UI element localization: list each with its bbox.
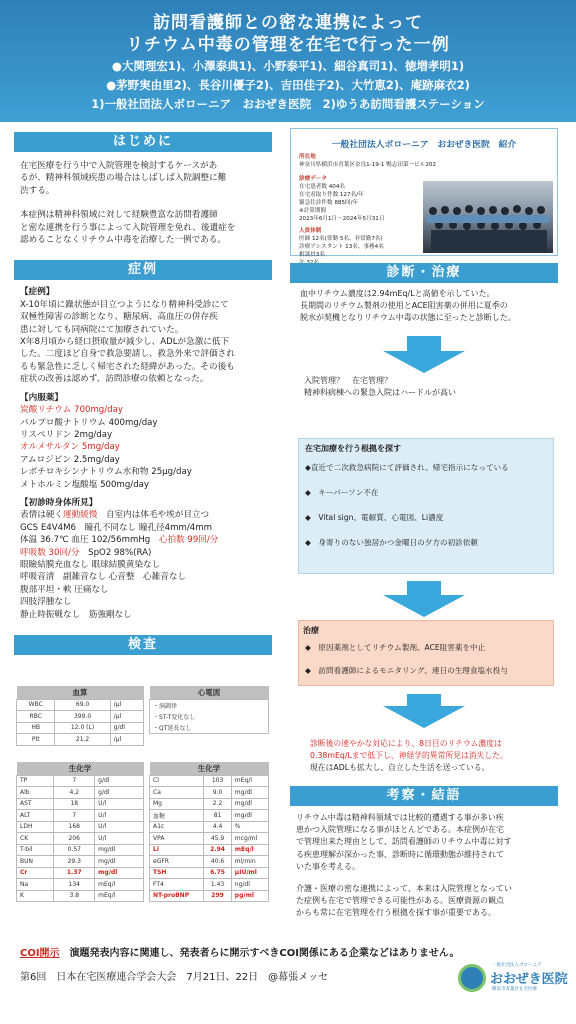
clinic-title: 一般社団法人ボローニア おおぜき医院 紹介: [331, 140, 517, 150]
cell: g/dl: [110, 722, 143, 734]
cell: g/dl: [95, 787, 144, 799]
case-line: 患に対しても同病院にて加療されていた。: [20, 324, 184, 335]
exam-subheading: 【初診時身体所見】: [20, 497, 98, 508]
cell: 206: [54, 833, 95, 845]
rationale-item: ◆ 身寄りのない独居かつ金曜日の夕方の初診依頼: [305, 538, 478, 547]
blood-table: [16, 686, 144, 746]
rationale-item: ◆直近で二次救急病院にて評価され、帰宅指示になっている: [305, 463, 509, 472]
poster-header: [0, 0, 576, 122]
question-box: [304, 375, 554, 399]
cell: 40.6: [204, 856, 231, 868]
staff-group-photo: [423, 181, 553, 253]
flow-arrow-stem: [407, 694, 441, 706]
coi-label: COI開示: [20, 948, 60, 959]
disc-line: る疾患理解が深かった事、診断時に循環動態が維持されて: [296, 849, 504, 859]
cell: 4.4: [204, 821, 231, 833]
cell: K: [17, 890, 54, 902]
med-item: リスペリドン 2mg/day: [20, 429, 113, 440]
cell: 45.9: [204, 833, 231, 845]
cell: /μl: [110, 711, 143, 723]
table-row: [17, 711, 144, 723]
intro-line: と密な連携を行う事によって入院管理を免れ、後遺症を: [20, 222, 236, 233]
cell: 12.0 (L): [55, 722, 110, 734]
question-line: 入院管理？ 在宅管理？: [304, 376, 392, 385]
flow-arrow-down-icon: [383, 706, 465, 728]
cell: mEq/l: [231, 844, 268, 856]
cell: 18: [54, 798, 95, 810]
table-row: [17, 844, 144, 856]
cell: U/l: [95, 833, 144, 845]
ecg-item: ・洞調律: [150, 699, 269, 711]
med-item: オルメサルタン 5mg/day: [20, 442, 120, 453]
data-label: 診療データ: [299, 176, 327, 182]
cell: 134: [54, 879, 95, 891]
question-line: 精神科病棟への緊急入院はハードルが高い: [304, 388, 456, 397]
table-row: [150, 879, 269, 891]
cell: ng/dl: [231, 879, 268, 891]
exam-text-red: 心拍数 99回/分: [158, 535, 219, 546]
result-text: [310, 738, 558, 774]
intro-body: [20, 160, 272, 246]
cell: HB: [17, 722, 55, 734]
cell: mg/dl: [231, 798, 268, 810]
ecg-item: ・QT延長なし: [150, 722, 269, 734]
case-line: るも緊急性に乏しく帰宅された経緯があった。その後も: [20, 361, 235, 372]
data-line: ※計算期間: [299, 208, 327, 214]
med-item: レボチロキシンナトリウム水和物 25μg/day: [20, 467, 192, 478]
table-row: [150, 810, 269, 822]
disc-line: で管理出来た理由として、訪問看護師のリチウム中毒に対す: [296, 837, 512, 847]
cell: mg/dl: [231, 787, 268, 799]
exam-text: 表情は硬く: [20, 510, 63, 521]
data-line: 在宅患者数 404名: [299, 184, 346, 190]
cell: A1c: [150, 821, 204, 833]
table-row: [17, 879, 144, 891]
data-line: 緊急往診件数 885回/年: [299, 200, 359, 206]
diag-line: 血中リチウム濃度は2.94mEq/Lと高値を示していた。: [300, 289, 495, 298]
case-line: した。二度ほど自身で救急要請し、救急外来で評価され: [20, 349, 235, 360]
disc-line: いた事を考える。: [296, 861, 360, 871]
conference-line: 第6回 日本在宅医療連合学会大会 7月21日、22日 @幕張メッセ: [20, 972, 329, 983]
intro-line: 渋する。: [20, 185, 55, 196]
cell: mg/dl: [95, 856, 144, 868]
chem-title: 生化学: [150, 762, 269, 775]
cell: mEq/l: [95, 879, 144, 891]
cell: BUN: [17, 856, 54, 868]
case-subheading: 【症例】: [20, 287, 55, 298]
case-line: X年8月頃から経口摂取量が減少し、ADLが急激に低下: [20, 337, 230, 348]
table-row: [150, 867, 269, 879]
cell: AST: [17, 798, 54, 810]
diag-line: 脱水が契機となりリチウム中毒の状態に至ったと診断した。: [300, 313, 516, 322]
cell: 168: [54, 821, 95, 833]
cell: VPA: [150, 833, 204, 845]
exam-line: 四肢浮腫なし: [20, 597, 72, 608]
case-body: [20, 286, 272, 621]
cell: U/l: [95, 810, 144, 822]
rationale-item: ◆ キーパーソン不在: [305, 488, 379, 497]
cell: Na: [17, 879, 54, 891]
table-row: [150, 798, 269, 810]
cell: 399.0: [55, 711, 110, 723]
discussion-body: [296, 812, 558, 920]
table-row: [150, 856, 269, 868]
exam-line: 静止時振戦なし 筋強剛なし: [20, 609, 132, 620]
cell: 6.75: [204, 867, 231, 879]
cell: mg/dl: [231, 810, 268, 822]
exam-text-red: 呼吸数 30回/分: [20, 547, 80, 558]
exam-line: [20, 534, 272, 546]
authors-line-1: ●大関理宏1)、小澤泰典1)、小野泰平1)、細谷真司1)、徳増孝明1): [111, 59, 465, 73]
intro-line: 本症例は精神科領域に対して経験豊富な訪問看護師: [20, 210, 218, 221]
authors-line-2: ●茅野実由里2)、長谷川優子2)、吉田佳子2)、大竹恵2)、庵跡麻衣2): [106, 78, 470, 92]
table-row: [150, 833, 269, 845]
cell: LDH: [17, 821, 54, 833]
cell: mEq/l: [95, 890, 144, 902]
case-heading: 症例: [14, 260, 272, 280]
table-row: [150, 890, 269, 902]
cell: mg/dl: [95, 844, 144, 856]
diag-heading: 診断・治療: [290, 263, 558, 283]
cell: 1.43: [204, 879, 231, 891]
cell: g/dl: [95, 775, 144, 787]
cell: Cr: [17, 867, 54, 879]
med-item: メトホルミン塩酸塩 500mg/day: [20, 479, 150, 490]
left-column: [14, 128, 272, 900]
data-line: 在宅看取り件数 127名/年: [299, 192, 364, 198]
ecg-table: [149, 686, 269, 734]
diag-body: [300, 288, 558, 324]
table-row: [150, 787, 269, 799]
chem-table-2: [149, 762, 269, 902]
flow-arrow-stem: [407, 581, 441, 595]
treatment-title: 治療: [303, 626, 319, 635]
cell: Cl: [150, 775, 204, 787]
cell: Ca: [150, 787, 204, 799]
table-row: [17, 787, 144, 799]
cell: pg/ml: [231, 890, 268, 902]
cell: 69.0: [55, 699, 110, 711]
footer: [0, 938, 576, 1024]
cell: eGFR: [150, 856, 204, 868]
staff-line: 診療アシスタント 13名、事務4名: [299, 244, 384, 250]
title-line-1: 訪問看護師との密な連携によって: [153, 13, 423, 33]
ecg-item: ・ST-T変化なし: [150, 711, 269, 723]
disc-line: 患かつ入院管理になる事がほとんどである。本症例が在宅: [296, 825, 504, 835]
cell: ml/min: [231, 856, 268, 868]
staff-line: 医師 12名(常勤 5名、非常勤7名): [299, 236, 383, 242]
table-row: [17, 810, 144, 822]
cell: 血糖: [150, 810, 204, 822]
flow-arrow-stem: [407, 336, 441, 351]
table-row: [150, 775, 269, 787]
case-line: 症状の改善は認めず、訪問診療の依頼となった。: [20, 374, 209, 385]
cell: 103: [204, 775, 231, 787]
staff-line: 相談員3名: [299, 252, 325, 258]
ecg-title: 心電図: [150, 686, 269, 699]
cell: WBC: [17, 699, 55, 711]
cell: T-bil: [17, 844, 54, 856]
discussion-heading: 考察・結語: [290, 786, 558, 806]
cell: /μl: [110, 734, 143, 746]
result-line: 0.38mEq/Lまで低下し、神経学的異常所見は消失した。: [310, 751, 508, 760]
clinic-info: [299, 153, 437, 267]
case-line: 双極性障害の診断となり、糖尿病、高血圧の併存疾: [20, 312, 218, 323]
cell: FT4: [150, 879, 204, 891]
affiliation: 1)一般社団法人ボローニア おおぜき医院 2)ゆうあ訪問看護ステーション: [91, 97, 485, 111]
cell: 4.2: [54, 787, 95, 799]
exam-line: [20, 547, 272, 559]
logo-name: おおぜき医院: [490, 972, 568, 987]
table-row: [17, 867, 144, 879]
cell: 29.3: [54, 856, 95, 868]
table-row: [17, 775, 144, 787]
cell: mcg/ml: [231, 833, 268, 845]
cell: Plt: [17, 734, 55, 746]
med-item: バルプロ酸ナトリウム 400mg/day: [20, 417, 158, 428]
intro-line: るが、精神科領域疾患の場合はしばしば入院調整に難: [20, 173, 227, 184]
table-row: [17, 890, 144, 902]
cell: 9.0: [204, 787, 231, 799]
rationale-item: ◆ Vital sign、電解質、心電図、Li濃度: [305, 513, 444, 522]
chem-title: 生化学: [17, 762, 144, 775]
table-row: [17, 856, 144, 868]
data-line: 2023年6月1日～2024年5月31日: [299, 216, 385, 222]
staff-label: 人員体制: [299, 228, 322, 234]
intro-heading: はじめに: [14, 132, 272, 152]
clinic-box: [290, 128, 558, 256]
coi-line: [20, 944, 460, 959]
exam-line: [20, 509, 272, 521]
exam-text: SpO2 98%(RA): [88, 547, 152, 558]
table-row: [17, 798, 144, 810]
exam-line: 腹部平坦・軟 圧痛なし: [20, 584, 109, 595]
table-row: [17, 734, 144, 746]
cell: U/l: [95, 821, 144, 833]
case-line: X-10年頃に躁状態が目立つようになり精神科受診にて: [20, 299, 229, 310]
cell: NT-proBNP: [150, 890, 204, 902]
result-line: 現在はADLも拡大し、自立した生活を送っている。: [310, 763, 490, 772]
intro-line: 在宅医療を行う中で入院管理を検討するケースがあ: [20, 161, 218, 171]
cell: %: [231, 821, 268, 833]
treatment-item: ◆ 原因薬剤としてリチウム製剤、ACE阻害薬を中止: [305, 643, 486, 652]
table-row: [17, 833, 144, 845]
clinic-logo: [458, 962, 568, 998]
treatment-item: ◆ 訪問看護師によるモニタリング、連日の生理食塩水投与: [305, 666, 508, 675]
loc-label: 所在地: [299, 154, 316, 160]
cell: 7: [54, 775, 95, 787]
cell: 1.37: [54, 867, 95, 879]
intro-line: 認めることなくリチウム中毒を治療した一例である。: [20, 235, 226, 246]
med-item: 炭酸リチウム 700mg/day: [20, 405, 123, 416]
cell: Alb: [17, 787, 54, 799]
cell: CK: [17, 833, 54, 845]
loc-text: 神奈川県横浜市青葉区奈良1-19-1 鴨志田第一ビル202: [299, 162, 437, 168]
flow-arrow-down-icon: [383, 595, 465, 617]
cell: 0.57: [54, 844, 95, 856]
table-row: [150, 821, 269, 833]
blood-title: 血算: [17, 686, 144, 699]
meds-subheading: 【内服薬】: [20, 392, 63, 403]
rationale-title: 在宅加療を行う根拠を探す: [305, 444, 401, 453]
cell: U/l: [95, 798, 144, 810]
cell: ALT: [17, 810, 54, 822]
cell: μIU/ml: [231, 867, 268, 879]
cell: RBC: [17, 711, 55, 723]
table-row: [150, 844, 269, 856]
result-line: 診断後の速やかな対応により、8日目のリチウム濃度は: [310, 739, 502, 748]
exam-line: 呼吸音清 副雑音なし 心音整 心雑音なし: [20, 572, 187, 583]
cell: 3.8: [54, 890, 95, 902]
table-row: [17, 821, 144, 833]
treatment-box: [298, 620, 554, 686]
disc-line: た症例も在宅で管理できる可能性がある。医療資源の観点: [296, 896, 504, 906]
cell: 7: [54, 810, 95, 822]
logo-mark-icon: [458, 964, 486, 992]
cell: Li: [150, 844, 204, 856]
cell: TSH: [150, 867, 204, 879]
cell: 21.2: [55, 734, 110, 746]
table-row: [17, 722, 144, 734]
logo-sub-text: 横浜市青葉区在宅医療: [492, 987, 537, 992]
flow-arrow-down-icon: [383, 351, 465, 373]
disc-line: 介護・医療の密な連携によって、本来は入院管理となってい: [296, 884, 512, 894]
exam-line: GCS E4V4M6 瞳孔不同なし 瞳孔径4mm/4mm: [20, 522, 212, 533]
disc-line: リチウム中毒は精神科領域では比較的遭遇する事が多い疾: [296, 813, 504, 822]
labs-heading: 検査: [14, 635, 272, 655]
exam-text-red: 運動緩慢: [62, 510, 98, 521]
logo-top-text: 一般社団法人ボローニア: [492, 963, 542, 968]
cell: mEq/l: [231, 775, 268, 787]
chem-table-1: [16, 762, 144, 902]
cell: mg/dl: [95, 867, 144, 879]
disc-line: からも常に在宅管理を行う根拠を探す事が重要である。: [296, 908, 496, 918]
coi-text: 演題発表内容に関連し、発表者らに開示すべきCOI関係にある企業などはありません。: [69, 948, 460, 959]
staff-photo-figures: [423, 181, 553, 253]
exam-text: 体温 36.7℃ 血圧 102/56mmHg: [20, 535, 151, 546]
cell: Mg: [150, 798, 204, 810]
cell: /μl: [110, 699, 143, 711]
exam-text: 自室内は体毛や埃が目立つ: [105, 510, 210, 521]
title-line-2: リチウム中毒の管理を在宅で行った一例: [126, 35, 450, 55]
cell: 2.2: [204, 798, 231, 810]
cell: 299: [204, 890, 231, 902]
rationale-box: [298, 438, 554, 574]
cell: TP: [17, 775, 54, 787]
med-item: アムロジピン 2.5mg/day: [20, 454, 120, 465]
cell: 2.94: [204, 844, 231, 856]
table-row: [17, 699, 144, 711]
cell: 81: [204, 810, 231, 822]
exam-line: 眼瞼結膜充血なし 眼球結膜黄染なし: [20, 559, 161, 570]
diag-line: 長期間のリチウム製剤の使用とACE阻害薬の併用に夏季の: [300, 301, 508, 310]
